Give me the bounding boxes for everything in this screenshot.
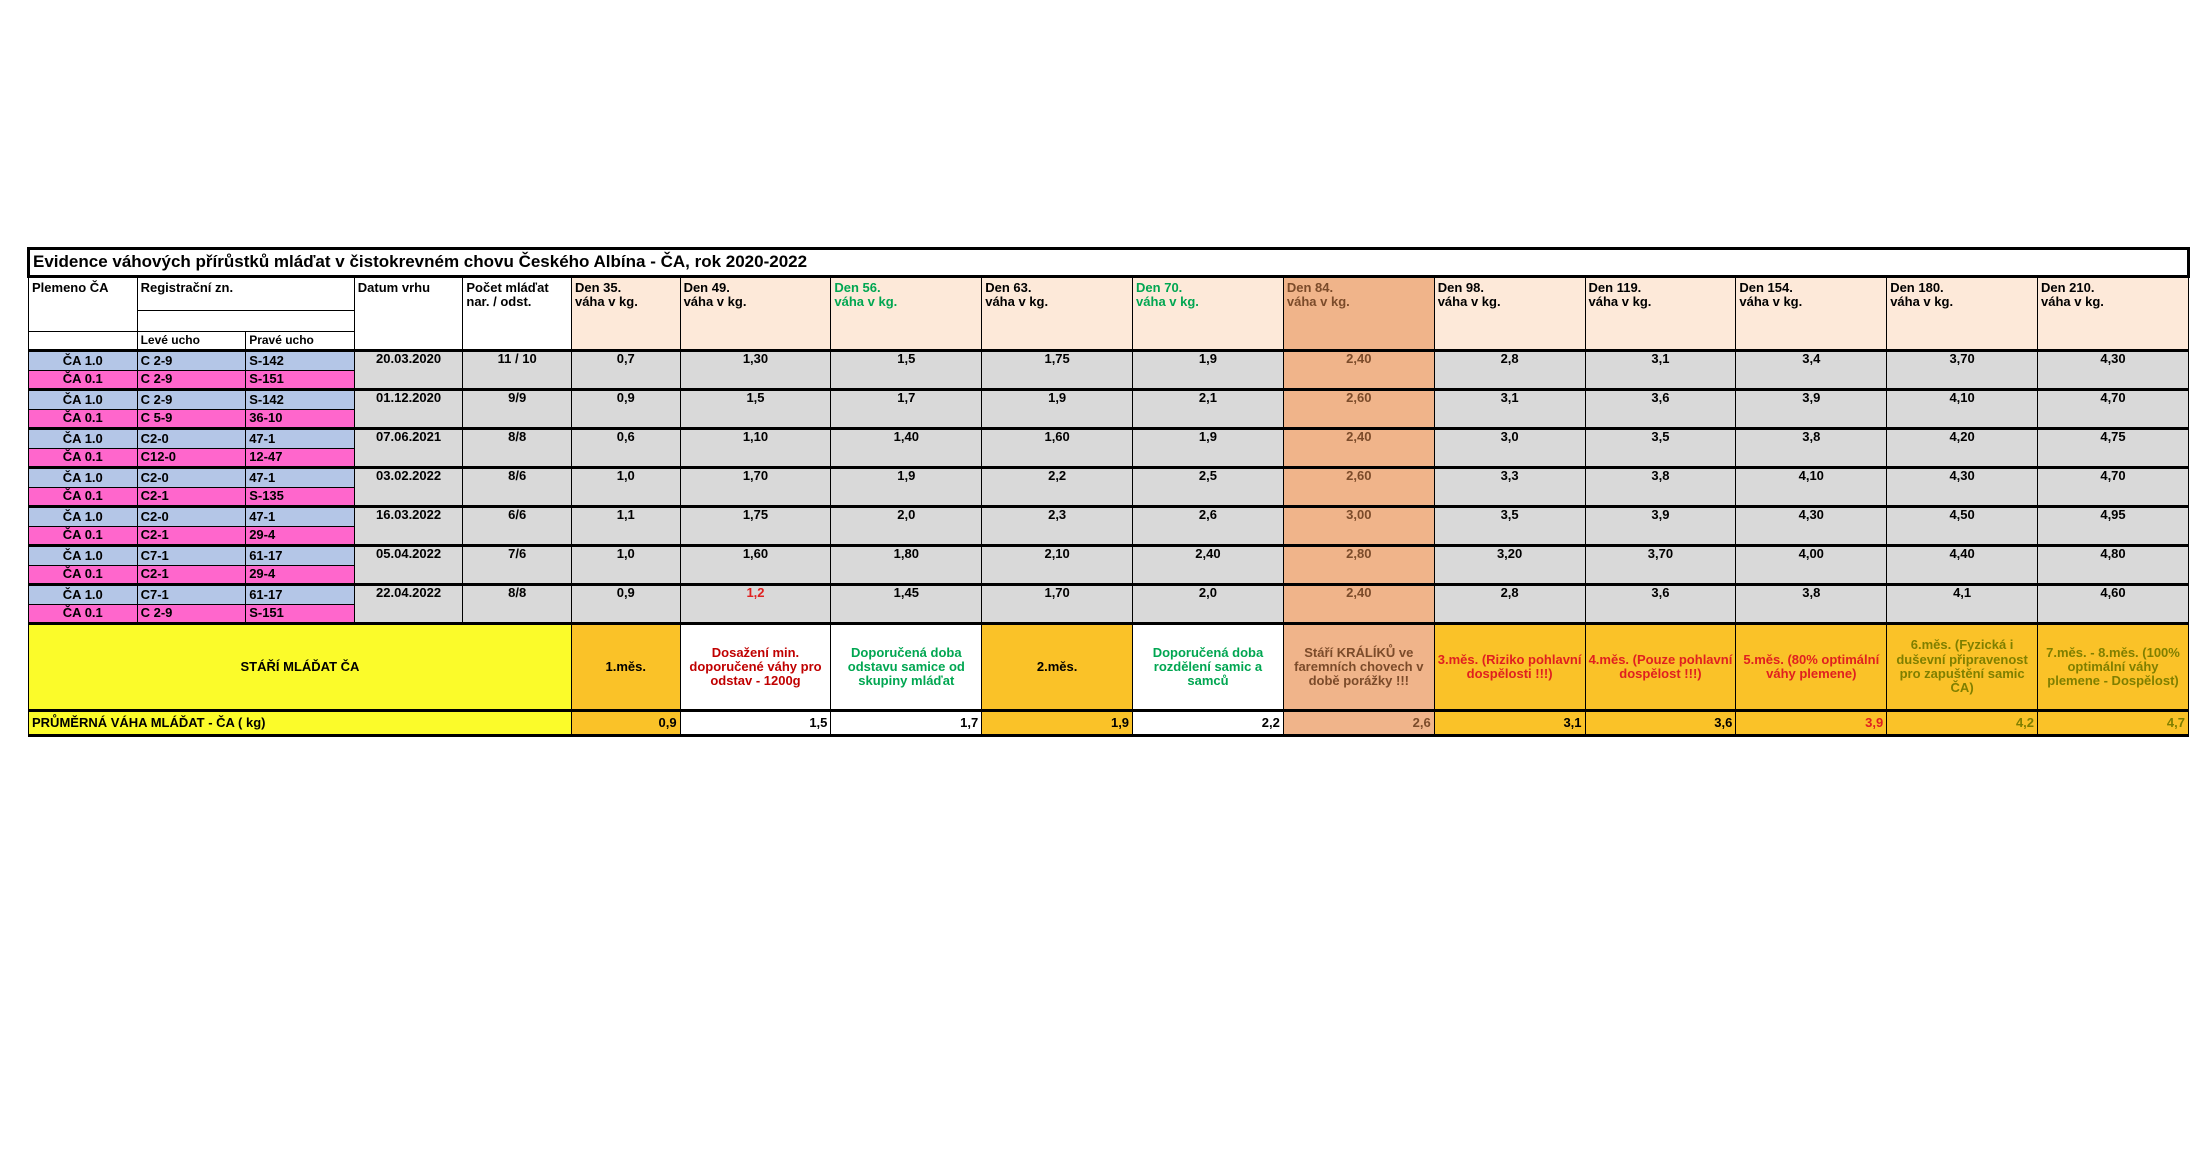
litter-weight-cell: 4,95 — [2038, 507, 2189, 546]
litter-female-breed: ČA 0.1 — [29, 527, 138, 546]
litter-female-left-ear: C2-1 — [137, 527, 246, 546]
litter-weight-cell: 3,1 — [1585, 351, 1736, 390]
header-day-180: Den 180. váha v kg. — [1887, 277, 2038, 351]
litter-weight-cell: 4,75 — [2038, 429, 2189, 468]
litter-date: 22.04.2022 — [354, 585, 463, 624]
litter-weight-cell: 2,40 — [1283, 429, 1434, 468]
litter-male-right-ear: 47-1 — [246, 468, 355, 488]
litter-weight-cell: 1,30 — [680, 351, 831, 390]
header-datum: Datum vrhu — [354, 277, 463, 351]
legend-cell-7: 3.měs. (Riziko pohlavní dospělosti !!!) — [1434, 624, 1585, 711]
litter-date: 20.03.2020 — [354, 351, 463, 390]
litter-female-left-ear: C 2-9 — [137, 605, 246, 624]
litter-female-right-ear: 29-4 — [246, 566, 355, 585]
litter-weight-cell: 3,9 — [1585, 507, 1736, 546]
legend-cell-5: Doporučená doba rozdělení samic a samců — [1133, 624, 1284, 711]
litter-female-right-ear: 36-10 — [246, 410, 355, 429]
litter-male-right-ear: S-142 — [246, 390, 355, 410]
header-prave-ucho: Pravé ucho — [246, 332, 355, 351]
header-plemeno-spacer — [29, 332, 138, 351]
litter-date: 01.12.2020 — [354, 390, 463, 429]
litter-weight-cell: 3,1 — [1434, 390, 1585, 429]
litter-weight-cell: 3,20 — [1434, 546, 1585, 585]
litter-row-male — [29, 351, 2189, 371]
legend-cell-9: 5.měs. (80% optimální váhy plemene) — [1736, 624, 1887, 711]
litter-female-breed: ČA 0.1 — [29, 566, 138, 585]
header-leve-ucho: Levé ucho — [137, 332, 246, 351]
litter-weight-cell: 2,8 — [1434, 351, 1585, 390]
litter-weight-cell: 1,75 — [680, 507, 831, 546]
litter-male-left-ear: C2-0 — [137, 468, 246, 488]
litter-male-breed: ČA 1.0 — [29, 429, 138, 449]
litter-male-left-ear: C7-1 — [137, 585, 246, 605]
litter-count: 8/8 — [463, 585, 572, 624]
litter-female-right-ear: 12-47 — [246, 449, 355, 468]
litter-weight-cell: 2,40 — [1133, 546, 1284, 585]
average-value: 4,2 — [1887, 711, 2038, 736]
header-day-35: Den 35. váha v kg. — [571, 277, 680, 351]
litter-male-breed: ČA 1.0 — [29, 585, 138, 605]
litter-male-left-ear: C 2-9 — [137, 351, 246, 371]
litter-weight-cell: 0,9 — [571, 585, 680, 624]
sheet-title: Evidence váhových přírůstků mláďat v čistokrevném chovu Českého Albína - ČA, rok 2020-2022 — [29, 249, 2189, 277]
litter-weight-cell: 2,60 — [1283, 468, 1434, 507]
legend-cell-2: Dosažení min. doporučené váhy pro odstav - 1200g — [680, 624, 831, 711]
litter-weight-cell: 1,1 — [571, 507, 680, 546]
litter-weight-cell: 2,60 — [1283, 390, 1434, 429]
litter-male-left-ear: C2-0 — [137, 429, 246, 449]
litter-female-left-ear: C 5-9 — [137, 410, 246, 429]
average-value: 1,5 — [680, 711, 831, 736]
litter-weight-cell: 3,0 — [1434, 429, 1585, 468]
litter-female-left-ear: C12-0 — [137, 449, 246, 468]
litter-weight-cell: 2,1 — [1133, 390, 1284, 429]
litter-weight-cell: 2,10 — [982, 546, 1133, 585]
litter-weight-cell: 1,9 — [1133, 351, 1284, 390]
litter-weight-cell: 1,80 — [831, 546, 982, 585]
litter-weight-cell: 0,9 — [571, 390, 680, 429]
litter-female-breed: ČA 0.1 — [29, 488, 138, 507]
litters-body — [29, 351, 2189, 624]
header-day-119: Den 119. váha v kg. — [1585, 277, 1736, 351]
litter-weight-cell: 4,70 — [2038, 390, 2189, 429]
litter-count: 7/6 — [463, 546, 572, 585]
average-value: 3,9 — [1736, 711, 1887, 736]
litter-weight-cell: 1,9 — [982, 390, 1133, 429]
legend-cell-10: 6.měs. (Fyzická i duševní připravenost pro zapuštění samic ČA) — [1887, 624, 2038, 711]
header-day-98: Den 98. váha v kg. — [1434, 277, 1585, 351]
litter-weight-cell: 3,00 — [1283, 507, 1434, 546]
litter-male-left-ear: C7-1 — [137, 546, 246, 566]
litter-weight-cell: 4,40 — [1887, 546, 2038, 585]
header-pocet: Počet mláďat nar. / odst. — [463, 277, 572, 351]
litter-count: 6/6 — [463, 507, 572, 546]
litter-weight-cell: 4,30 — [2038, 351, 2189, 390]
litter-weight-cell: 2,0 — [1133, 585, 1284, 624]
litter-weight-cell: 4,60 — [2038, 585, 2189, 624]
litter-weight-cell: 0,7 — [571, 351, 680, 390]
average-value: 3,1 — [1434, 711, 1585, 736]
legend-cell-11: 7.měs. - 8.měs. (100% optimální váhy plemene - Dospělost) — [2038, 624, 2189, 711]
litter-weight-cell: 4,10 — [1887, 390, 2038, 429]
litter-weight-cell: 1,70 — [982, 585, 1133, 624]
litter-male-breed: ČA 1.0 — [29, 546, 138, 566]
legend-cell-8: 4.měs. (Pouze pohlavní dospělost !!!) — [1585, 624, 1736, 711]
header-registracni: Registrační zn. — [137, 277, 354, 311]
litter-weight-cell: 2,40 — [1283, 585, 1434, 624]
legend-age-label: STÁŘÍ MLÁĎAT ČA — [29, 624, 572, 711]
litter-date: 03.02.2022 — [354, 468, 463, 507]
litter-male-left-ear: C 2-9 — [137, 390, 246, 410]
litter-count: 8/6 — [463, 468, 572, 507]
litter-weight-cell: 4,70 — [2038, 468, 2189, 507]
litter-female-breed: ČA 0.1 — [29, 371, 138, 390]
litter-weight-cell: 3,4 — [1736, 351, 1887, 390]
litter-row-male — [29, 507, 2189, 527]
litter-male-breed: ČA 1.0 — [29, 390, 138, 410]
litter-weight-cell: 1,9 — [831, 468, 982, 507]
litter-weight-cell: 2,6 — [1133, 507, 1284, 546]
litter-weight-cell: 1,70 — [680, 468, 831, 507]
average-value: 2,2 — [1133, 711, 1284, 736]
litter-weight-cell: 3,9 — [1736, 390, 1887, 429]
litter-weight-cell: 3,8 — [1736, 585, 1887, 624]
litter-weight-cell: 4,00 — [1736, 546, 1887, 585]
litter-male-breed: ČA 1.0 — [29, 507, 138, 527]
litter-weight-cell: 2,80 — [1283, 546, 1434, 585]
litter-date: 16.03.2022 — [354, 507, 463, 546]
litter-count: 11 / 10 — [463, 351, 572, 390]
litter-weight-cell: 4,50 — [1887, 507, 2038, 546]
legend-cell-6: Stáří KRÁLÍKŮ ve faremních chovech v době porážky !!! — [1283, 624, 1434, 711]
litter-weight-cell: 2,2 — [982, 468, 1133, 507]
litter-weight-cell: 4,80 — [2038, 546, 2189, 585]
litter-weight-cell: 1,10 — [680, 429, 831, 468]
litter-row-male — [29, 546, 2189, 566]
litter-weight-cell: 4,1 — [1887, 585, 2038, 624]
litter-weight-cell: 4,30 — [1887, 468, 2038, 507]
average-label: PRŮMĚRNÁ VÁHA MLÁĎAT - ČA ( kg) — [29, 711, 572, 736]
legend-cell-3: Doporučená doba odstavu samice od skupiny mláďat — [831, 624, 982, 711]
litter-weight-cell: 1,60 — [982, 429, 1133, 468]
litter-weight-cell: 1,9 — [1133, 429, 1284, 468]
litter-male-right-ear: 61-17 — [246, 546, 355, 566]
litter-weight-cell: 1,5 — [680, 390, 831, 429]
litter-row-male — [29, 468, 2189, 488]
litter-weight-cell: 2,40 — [1283, 351, 1434, 390]
litter-weight-cell: 2,3 — [982, 507, 1133, 546]
litter-male-right-ear: S-142 — [246, 351, 355, 371]
litter-female-left-ear: C2-1 — [137, 566, 246, 585]
litter-weight-cell: 3,6 — [1585, 585, 1736, 624]
litter-row-male — [29, 390, 2189, 410]
litter-weight-cell: 3,70 — [1887, 351, 2038, 390]
litter-weight-cell: 1,2 — [680, 585, 831, 624]
litter-male-right-ear: 47-1 — [246, 507, 355, 527]
litter-weight-cell: 3,6 — [1585, 390, 1736, 429]
average-value: 3,6 — [1585, 711, 1736, 736]
litter-date: 05.04.2022 — [354, 546, 463, 585]
litter-female-breed: ČA 0.1 — [29, 449, 138, 468]
header-day-154: Den 154. váha v kg. — [1736, 277, 1887, 351]
header-day-84: Den 84. váha v kg. — [1283, 277, 1434, 351]
litter-weight-cell: 3,70 — [1585, 546, 1736, 585]
litter-male-breed: ČA 1.0 — [29, 351, 138, 371]
litter-female-left-ear: C2-1 — [137, 488, 246, 507]
litter-weight-cell: 1,40 — [831, 429, 982, 468]
litter-weight-cell: 3,5 — [1434, 507, 1585, 546]
litter-female-right-ear: S-135 — [246, 488, 355, 507]
average-value: 2,6 — [1283, 711, 1434, 736]
header-day-70: Den 70. váha v kg. — [1133, 277, 1284, 351]
litter-weight-cell: 2,8 — [1434, 585, 1585, 624]
litter-weight-cell: 1,60 — [680, 546, 831, 585]
litter-female-breed: ČA 0.1 — [29, 605, 138, 624]
legend-cell-4: 2.měs. — [982, 624, 1133, 711]
header-day-49: Den 49. váha v kg. — [680, 277, 831, 351]
header-registracni-spacer — [137, 311, 354, 332]
litter-weight-cell: 4,10 — [1736, 468, 1887, 507]
litter-weight-cell: 3,8 — [1585, 468, 1736, 507]
litter-male-right-ear: 61-17 — [246, 585, 355, 605]
litter-count: 9/9 — [463, 390, 572, 429]
litter-weight-cell: 3,5 — [1585, 429, 1736, 468]
litter-weight-cell: 0,6 — [571, 429, 680, 468]
litter-female-right-ear: S-151 — [246, 605, 355, 624]
litter-weight-cell: 1,0 — [571, 546, 680, 585]
litter-weight-cell: 1,0 — [571, 468, 680, 507]
legend-cell-1: 1.měs. — [571, 624, 680, 711]
litter-date: 07.06.2021 — [354, 429, 463, 468]
litter-row-male — [29, 429, 2189, 449]
litter-count: 8/8 — [463, 429, 572, 468]
litter-weight-cell: 1,7 — [831, 390, 982, 429]
weight-table — [27, 247, 2190, 737]
litter-male-breed: ČA 1.0 — [29, 468, 138, 488]
average-value: 4,7 — [2038, 711, 2189, 736]
litter-weight-cell: 4,20 — [1887, 429, 2038, 468]
header-day-210: Den 210. váha v kg. — [2038, 277, 2189, 351]
litter-female-left-ear: C 2-9 — [137, 371, 246, 390]
litter-female-breed: ČA 0.1 — [29, 410, 138, 429]
header-plemeno: Plemeno ČA — [29, 277, 138, 332]
litter-female-right-ear: 29-4 — [246, 527, 355, 546]
litter-weight-cell: 2,0 — [831, 507, 982, 546]
average-value: 1,9 — [982, 711, 1133, 736]
litter-row-male — [29, 585, 2189, 605]
average-value: 1,7 — [831, 711, 982, 736]
litter-weight-cell: 3,8 — [1736, 429, 1887, 468]
header-day-63: Den 63. váha v kg. — [982, 277, 1133, 351]
litter-weight-cell: 4,30 — [1736, 507, 1887, 546]
litter-weight-cell: 1,5 — [831, 351, 982, 390]
litter-weight-cell: 3,3 — [1434, 468, 1585, 507]
litter-male-right-ear: 47-1 — [246, 429, 355, 449]
header-day-56: Den 56. váha v kg. — [831, 277, 982, 351]
average-value: 0,9 — [571, 711, 680, 736]
litter-weight-cell: 2,5 — [1133, 468, 1284, 507]
litter-weight-cell: 1,45 — [831, 585, 982, 624]
litter-weight-cell: 1,75 — [982, 351, 1133, 390]
litter-female-right-ear: S-151 — [246, 371, 355, 390]
litter-male-left-ear: C2-0 — [137, 507, 246, 527]
